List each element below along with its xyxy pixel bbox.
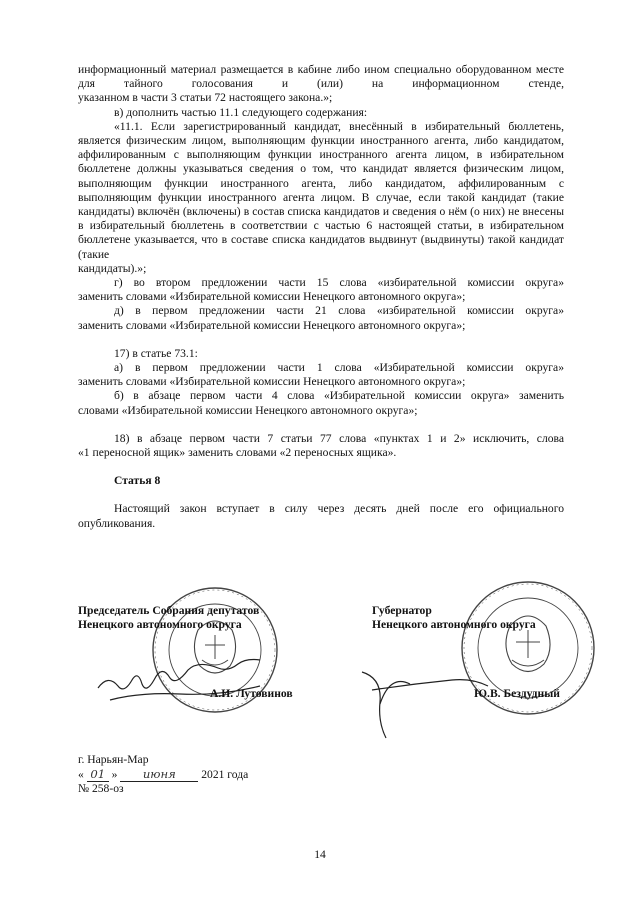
right-signatory-name: Ю.В. Бездудный <box>474 687 560 700</box>
date-day: 01 <box>87 767 109 782</box>
right-signature-block <box>372 604 536 632</box>
paragraph-5: д) в первом предложении части 21 слова «избирательной комиссии округа» <box>114 304 564 318</box>
left-signatory-name: А.И. Лутовинов <box>210 687 293 700</box>
paragraph-9-end: «1 переносной ящик» заменить словами «2 переносных ящика». <box>78 446 397 460</box>
signing-details <box>78 753 248 797</box>
paragraph-9: 18) в абзаце первом части 7 статьи 77 слова «пунктах 1 и 2» исключить, слова <box>114 431 564 445</box>
page-number: 14 <box>314 848 326 861</box>
article-heading: Статья 8 <box>114 474 161 488</box>
paragraph-3: «11.1. Если зарегистрированный кандидат, внесённый в избирательный бюллетень, является физическим лицом, выполняющим функции иностранного агента, либо кандидатом, аффилированным с выполняющим функции иностранного агента лицом, в избирательном бюллетене должны указываться сведения о том, что кандидат является физическим лицом, выполняющим функции иностранного агента, либо кандидатом, аффилированным с выполняющим функции иностранного агента лицом. В случае, если такой кандидат (такие кандидаты) включён (включены) в состав списка кандидатов и сведения о нём (о них) не внесены в избирательный бюллетень в соответствии с частью 6 настоящей статьи, в избирательном бюллетене указывается, что в составе списка кандидатов выдвинут (выдвинуты) такой кандидат (такие <box>78 119 564 261</box>
paragraph-7-end: заменить словами «Избирательной комиссии Ненецкого автономного округа»; <box>78 375 466 389</box>
signing-date: « 01 » июня 2021 года <box>78 767 249 782</box>
date-month: июня <box>120 767 198 782</box>
paragraph-5-end: заменить словами «Избирательной комиссии Ненецкого автономного округа»; <box>78 318 466 332</box>
left-signatory-title-2: Ненецкого автономного округа <box>78 618 242 632</box>
paragraph-7: а) в первом предложении части 1 слова «Избирательной комиссии округа» <box>114 361 564 375</box>
paragraph-3-end: кандидаты).»; <box>78 261 147 275</box>
law-number: № 258-оз <box>78 782 124 796</box>
paragraph-8-end: словами «Избирательной комиссии Ненецкого автономного округа»; <box>78 403 418 417</box>
right-signatory-title-1: Губернатор <box>372 604 432 617</box>
right-signatory-title-2: Ненецкого автономного округа <box>372 618 536 632</box>
paragraph-10: Настоящий закон вступает в силу через десять дней после его официального <box>114 502 564 516</box>
date-year: 2021 года <box>201 768 249 782</box>
paragraph-4-end: заменить словами «Избирательной комиссии Ненецкого автономного округа»; <box>78 290 466 304</box>
paragraph-4: г) во втором предложении части 15 слова «избирательной комиссии округа» <box>114 276 564 290</box>
paragraph-6: 17) в статье 73.1: <box>114 346 198 360</box>
paragraph-10-end: опубликования. <box>78 516 156 530</box>
paragraph-8: б) в абзаце первом части 4 слова «Избирательной комиссии округа» заменить <box>114 389 564 403</box>
paragraph-1-end: указанном в части 3 статьи 72 настоящего закона.»; <box>78 91 333 105</box>
city: г. Нарьян-Мар <box>78 753 149 766</box>
left-signatory-title-1: Председатель Собрания депутатов <box>78 604 260 617</box>
left-signature-block <box>78 604 259 632</box>
right-signature-icon <box>362 672 488 738</box>
paragraph-2: в) дополнить частью 11.1 следующего содержания: <box>114 105 368 119</box>
paragraph-1: информационный материал размещается в кабине либо ином специально оборудованном месте для тайного голосования и (или) на информационном стенде, <box>78 63 564 91</box>
